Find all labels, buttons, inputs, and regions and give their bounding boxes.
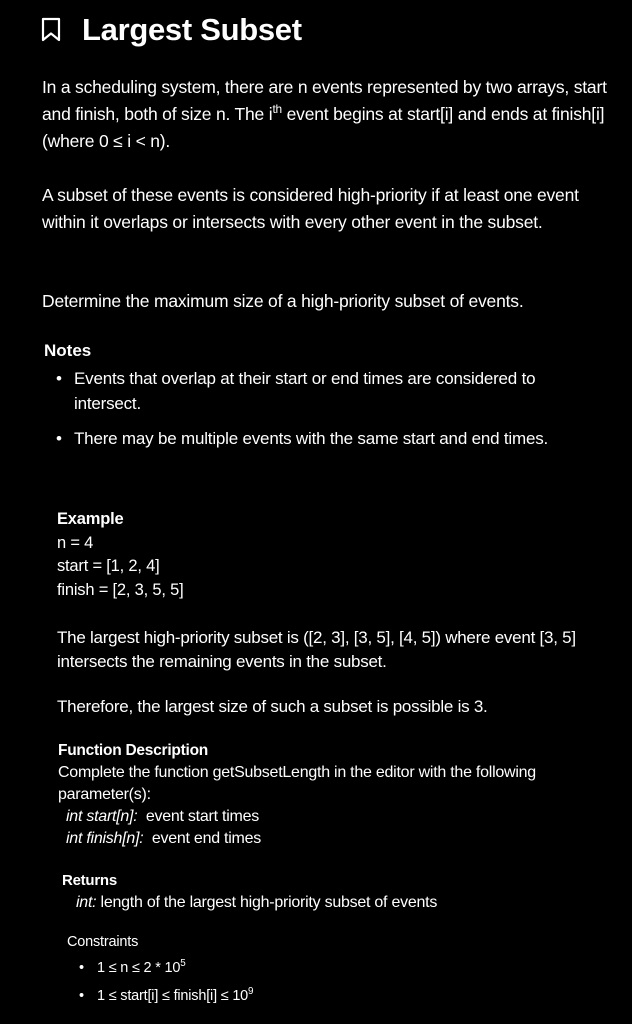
function-description (58, 740, 618, 850)
returns-section (62, 870, 437, 914)
parameter-item: int finish[n]: event end times (66, 830, 262, 847)
title-row (40, 10, 302, 50)
returns-value: int: length of the largest high-priority subset of events (76, 894, 438, 911)
example-conclusion: Therefore, the largest size of such a subset is possible is 3. (57, 697, 488, 716)
function-description-text: Complete the function getSubsetLength in the editor with the following parameter(s): (58, 764, 536, 803)
example-block (57, 508, 184, 602)
list-item: • There may be multiple events with the same start and end times. (56, 426, 596, 451)
example-line: finish = [2, 3, 5, 5] (57, 580, 184, 599)
description-paragraph-2: A subset of these events is considered high-priority if at least one event within it overlaps or intersects with every other event in the subset. (42, 185, 579, 232)
constraints-section (67, 931, 253, 1007)
list-item: • 1 ≤ start[i] ≤ finish[i] ≤ $10^9$ (75, 985, 253, 1007)
description-paragraph-1: In a scheduling system, there are n events represented by two arrays, start and finish, both of size n. The $i^{th}$ event begins at start[i] and ends at finish[i] (where 0 ≤ i < n). (42, 77, 607, 151)
list-item: • Events that overlap at their start or end times are considered to intersect. (56, 366, 596, 416)
constraints-list (67, 957, 253, 1007)
example-explanation: The largest high-priority subset is ([2, 3], [3, 5], [4, 5]) where event [3, 5] intersects the remaining events in the subset. (57, 628, 576, 671)
list-item: • $1 \le n \le 2 * 10^5$ (75, 957, 253, 979)
bookmark-icon[interactable] (40, 17, 62, 43)
example-heading: Example (57, 510, 124, 528)
parameter-item: int start[n]: event start times (66, 808, 259, 825)
example-line: n = 4 (57, 533, 94, 552)
description-paragraph-3: Determine the maximum size of a high-priority subset of events. (42, 291, 524, 311)
notes-heading: Notes (44, 341, 92, 360)
constraints-heading: Constraints (67, 934, 139, 950)
page-title: Largest Subset (82, 12, 302, 47)
notes-list (56, 366, 596, 451)
example-line: start = [1, 2, 4] (57, 557, 160, 575)
returns-heading: Returns (62, 872, 117, 889)
function-description-heading: Function Description (58, 742, 208, 759)
